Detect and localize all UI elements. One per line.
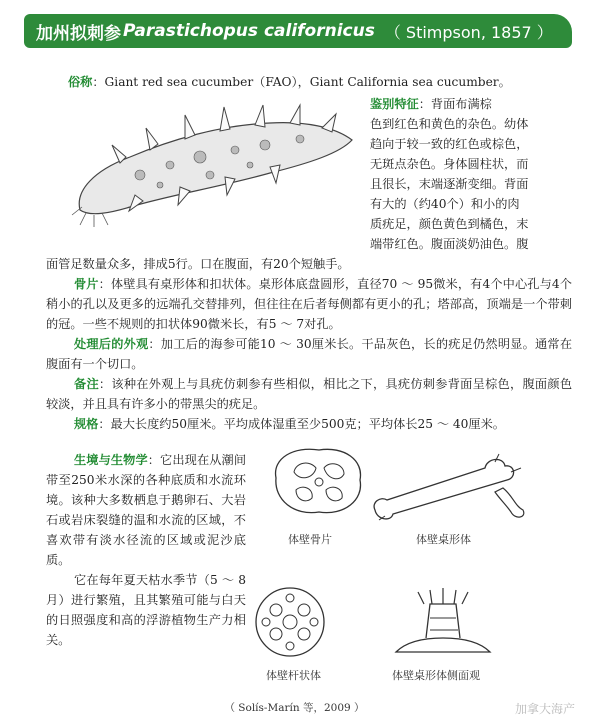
habitat-label: 生境与生物学 bbox=[74, 453, 148, 467]
title-chinese: 加州拟刺参 bbox=[36, 23, 121, 44]
caption-body-wall-tables: 体壁桌形体 bbox=[416, 533, 471, 546]
processed-paragraph bbox=[46, 334, 572, 374]
identification-label: 鉴别特征 bbox=[370, 97, 419, 111]
size-paragraph bbox=[46, 414, 572, 434]
caption-table-side-view: 体壁桌形体侧面观 bbox=[392, 669, 480, 682]
ossicles-text: ：体壁具有桌形体和扣状体。桌形体底盘圆形，直径70 ～ 95微米，有4个中心孔与4个稍小的孔以及更多的远端孔交替排列，但往往在后者每侧都有更小的孔；塔部高，顶端是一个带刺的冠。一些不规则的扣状体90微米长，有5 ～ 7对孔。 bbox=[46, 277, 572, 331]
body-wall-ossicle-drawing bbox=[264, 438, 374, 523]
identification-line: 有大的（约40个）和小的肉 bbox=[370, 197, 520, 211]
identification-line: 质疣足，颜色黄色到橘色，末 bbox=[370, 217, 529, 231]
habitat-paragraph-2: 它在每年夏天枯水季节（5 ～ 8月）进行繁殖，且其繁殖可能与白天的日照强度和高的浮游植物生产力相关。 bbox=[46, 573, 246, 647]
title-author: （ Stimpson, 1857 ） bbox=[384, 22, 553, 42]
ossicles-label: 骨片 bbox=[74, 277, 99, 291]
watermark: 加拿大海产 bbox=[514, 702, 575, 716]
identification-line: 无斑点杂色。身体圆柱状，而 bbox=[370, 157, 529, 171]
processed-text: ：加工后的海参可能10 ～ 30厘米长。干品灰色，长的疣足仍然明显。通常在腹面有一个切口。 bbox=[46, 337, 573, 371]
common-names bbox=[68, 72, 568, 92]
common-names-text: ：Giant red sea cucumber（FAO），Giant California sea cucumber。 bbox=[92, 75, 511, 89]
remarks-text: ：该种在外观上与具疣仿刺参有些相似，相比之下，具疣仿刺参背面呈棕色，腹面颜色较淡，并且具有许多小的带黑尖的疣足。 bbox=[46, 377, 573, 411]
identification-line: 端带红色。腹面淡奶油色。腹 bbox=[370, 237, 529, 251]
remarks-label: 备注 bbox=[74, 377, 99, 391]
size-text: ：最大长度约50厘米。平均成体湿重至少500克；平均体长25 ～ 40厘米。 bbox=[98, 417, 505, 431]
identification-block bbox=[370, 94, 570, 254]
ossicles-paragraph bbox=[46, 274, 572, 334]
identification-continuation: 面管足数量众多，排成5行。口在腹面，有20个短触手。 bbox=[46, 257, 350, 271]
body-wall-table-side-view-drawing bbox=[388, 582, 498, 662]
size-label: 规格 bbox=[74, 417, 99, 431]
habitat-paragraph bbox=[46, 450, 246, 570]
remarks-paragraph bbox=[46, 374, 572, 414]
identification-line: 色到红色和黄色的杂色。幼体 bbox=[370, 117, 529, 131]
identification-line: 趋向于较一致的红色或棕色， bbox=[370, 137, 529, 151]
citation-footer: （ Solís-Marín 等，2009 ） bbox=[224, 702, 365, 714]
habitat-text: ：它出现在从潮间带至250米水深的各种底质和水流环境。该种大多数栖息于鹅卵石、大岩石或岩床裂缝的温和水流的区域，不喜欢带有淡水径流的区域或泥沙底质。 bbox=[46, 453, 247, 567]
sea-cucumber-illustration bbox=[60, 95, 360, 230]
body-wall-table-rod-drawing bbox=[365, 448, 530, 523]
identification-line: 鉴别特征：背面布满棕 bbox=[370, 97, 492, 111]
processed-label: 处理后的外观 bbox=[74, 337, 149, 351]
body-wall-rod-drawing bbox=[250, 578, 330, 663]
caption-body-wall-rods: 体壁杆状体 bbox=[266, 669, 321, 682]
title-scientific: Parastichopus californicus bbox=[123, 21, 375, 41]
identification-line: 且很长，末端逐渐变细。背面 bbox=[370, 177, 529, 191]
title-banner bbox=[24, 14, 572, 48]
caption-body-wall-ossicles: 体壁骨片 bbox=[288, 533, 332, 546]
common-names-label: 俗称 bbox=[68, 75, 93, 89]
